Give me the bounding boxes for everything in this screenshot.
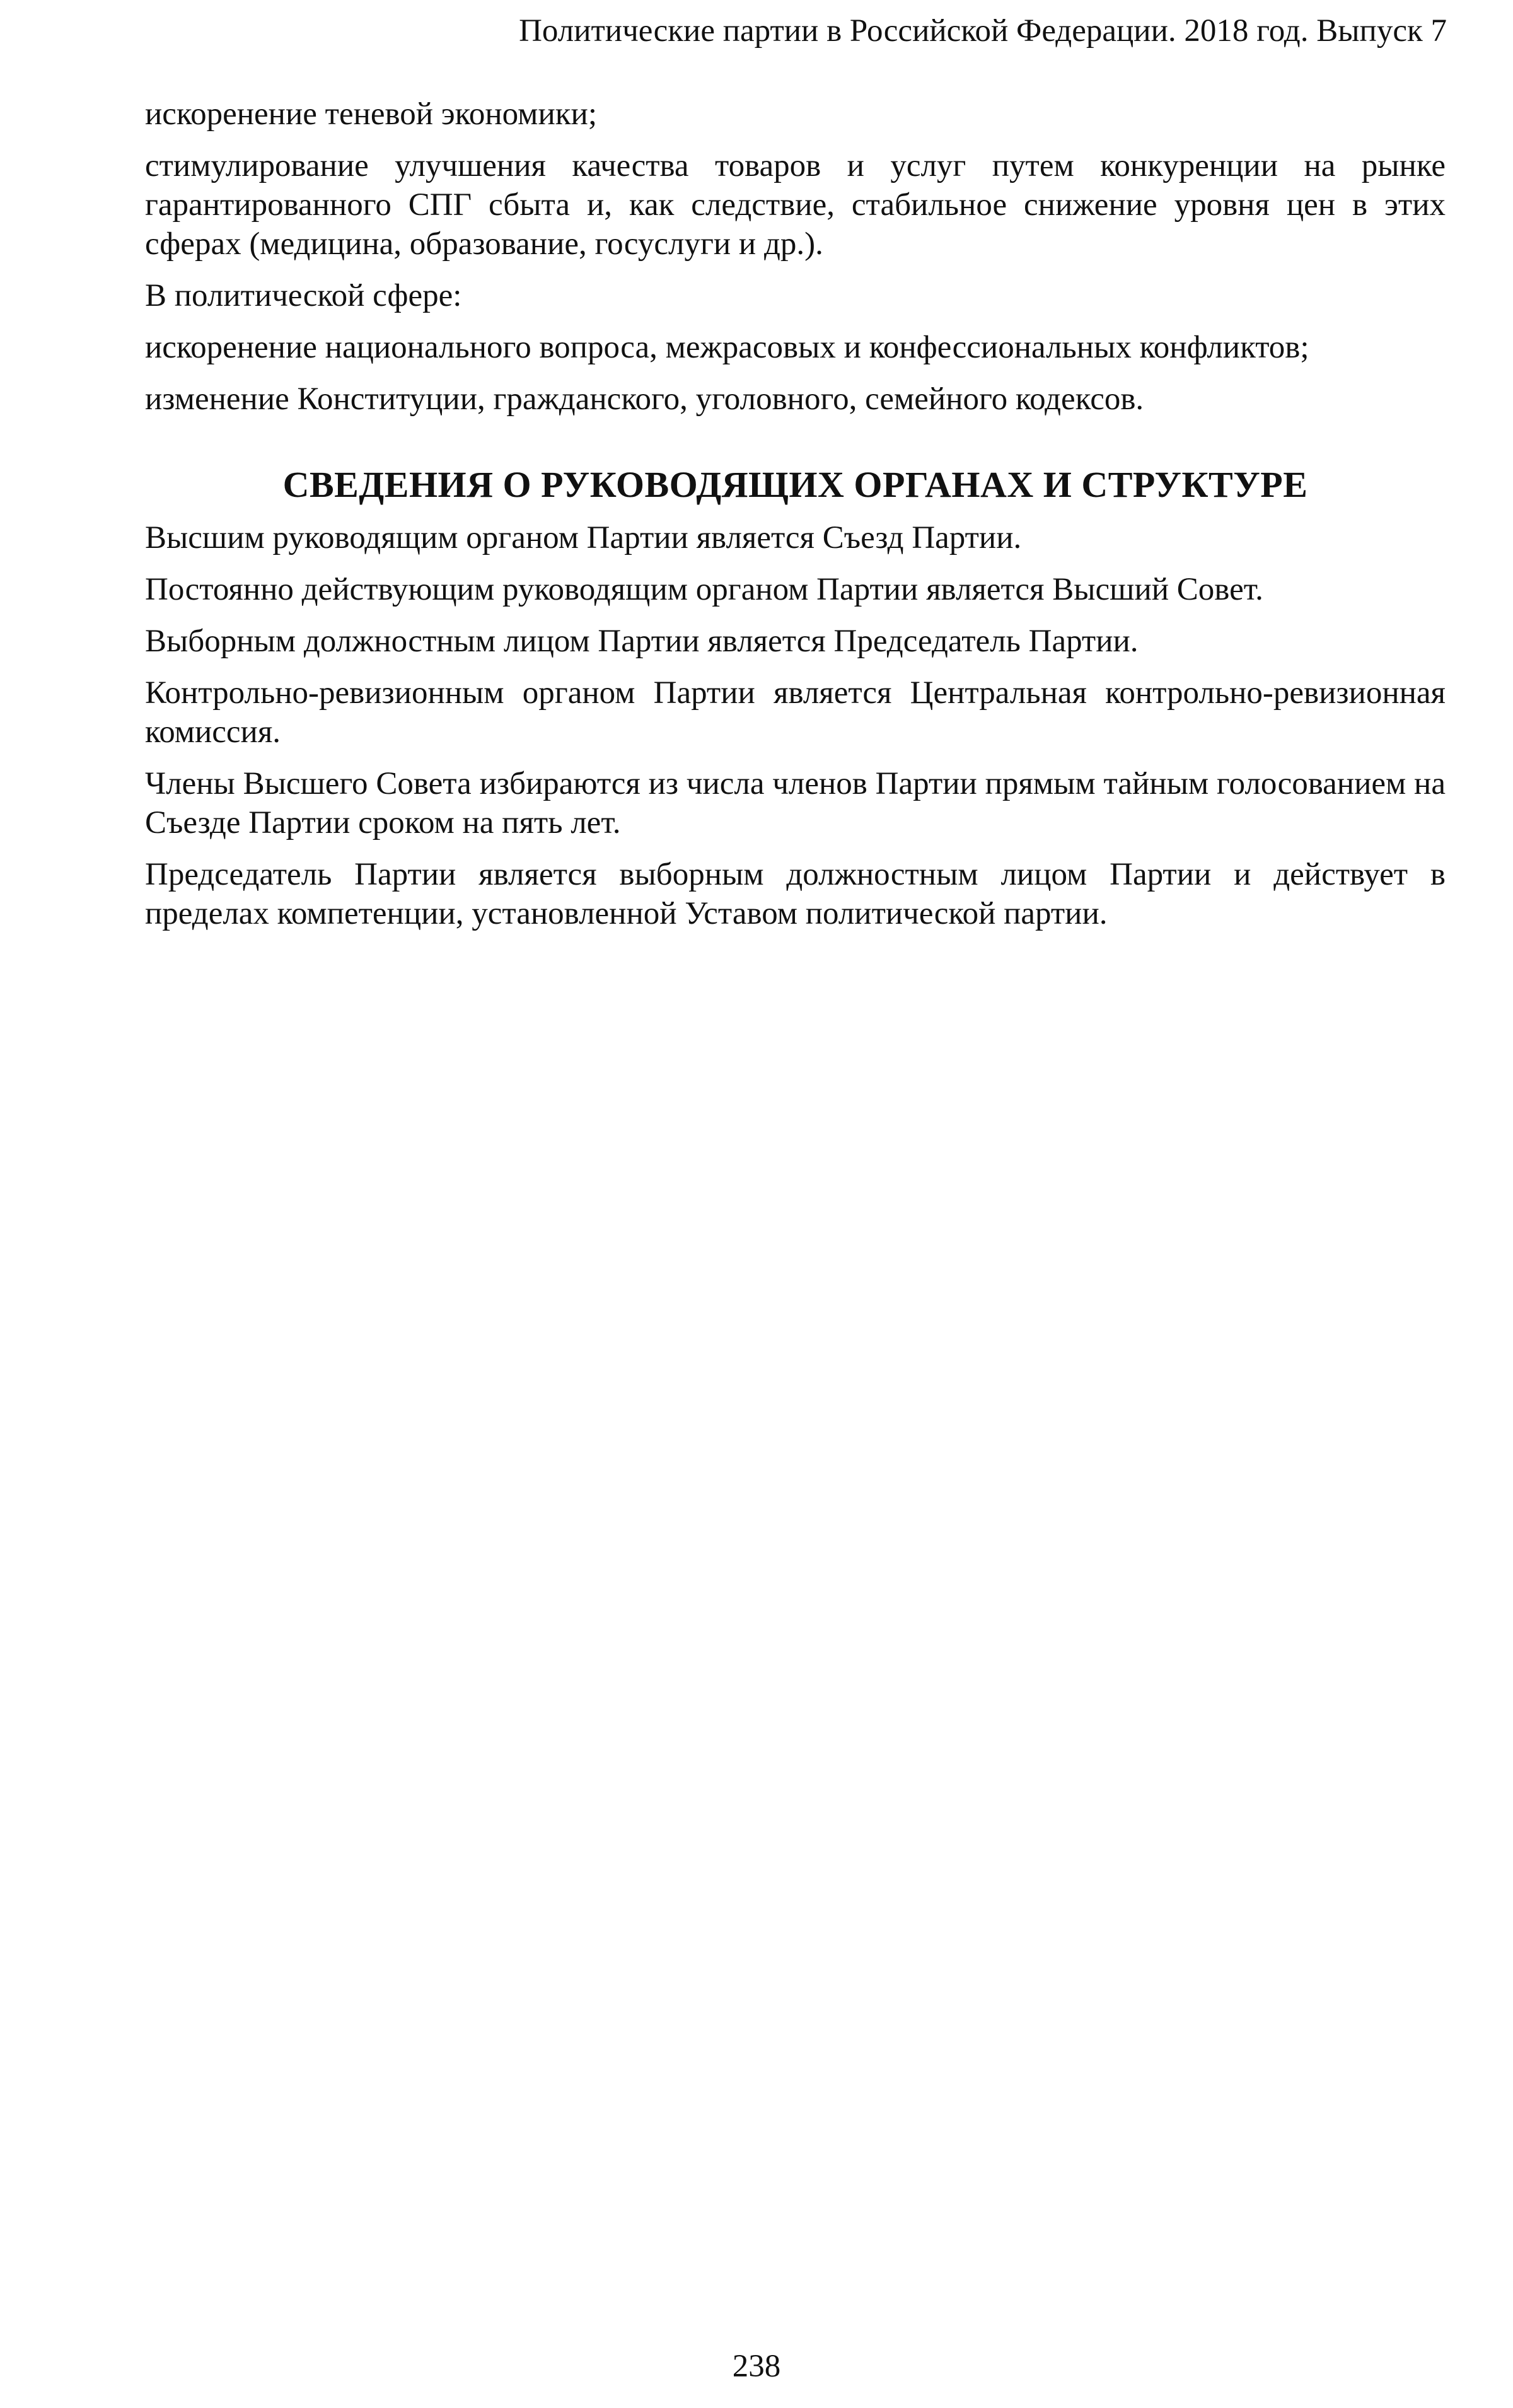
paragraph-audit-commission: Контрольно-ревизионным органом Партии является Центральная контрольно-ревизионная комиссия. bbox=[145, 675, 1446, 750]
paragraph-chairman: Выборным должностным лицом Партии является Председатель Партии. bbox=[145, 624, 1139, 659]
paragraph-council-election: Члены Высшего Совета избираются из числа членов Партии прямым тайным голосованием на Съезде Партии сроком на пять лет. bbox=[145, 766, 1446, 840]
paragraph-chairman-competence: Председатель Партии является выборным должностным лицом Партии и действует в пределах компетенции, установленной Уставом политической партии. bbox=[145, 857, 1446, 931]
paragraph-constitution-change: изменение Конституции, гражданского, уголовного, семейного кодексов. bbox=[145, 381, 1144, 417]
paragraph-supreme-council: Постоянно действующим руководящим органом Партии является Высший Совет. bbox=[145, 572, 1263, 607]
paragraph-shadow-economy: искоренение теневой экономики; bbox=[145, 96, 597, 132]
section-heading: СВЕДЕНИЯ О РУКОВОДЯЩИХ ОРГАНАХ И СТРУКТУРЕ bbox=[282, 464, 1308, 505]
running-header: Политические партии в Российской Федерации. 2018 год. Выпуск 7 bbox=[519, 13, 1447, 49]
page-content bbox=[145, 95, 1446, 946]
paragraph-quality-stimulation: стимулирование улучшения качества товаров и услуг путем конкуренции на рынке гарантированного СПГ сбыта и, как следствие, стабильное снижение уровня цен в этих сферах (медицина, образование, госуслуги и др.). bbox=[145, 148, 1446, 262]
page-number: 238 bbox=[732, 2349, 781, 2384]
paragraph-national-question: искоренение национального вопроса, межрасовых и конфессиональных конфликтов; bbox=[145, 330, 1309, 365]
paragraph-congress: Высшим руководящим органом Партии является Съезд Партии. bbox=[145, 520, 1022, 555]
paragraph-political-sphere: В политической сфере: bbox=[145, 278, 462, 313]
